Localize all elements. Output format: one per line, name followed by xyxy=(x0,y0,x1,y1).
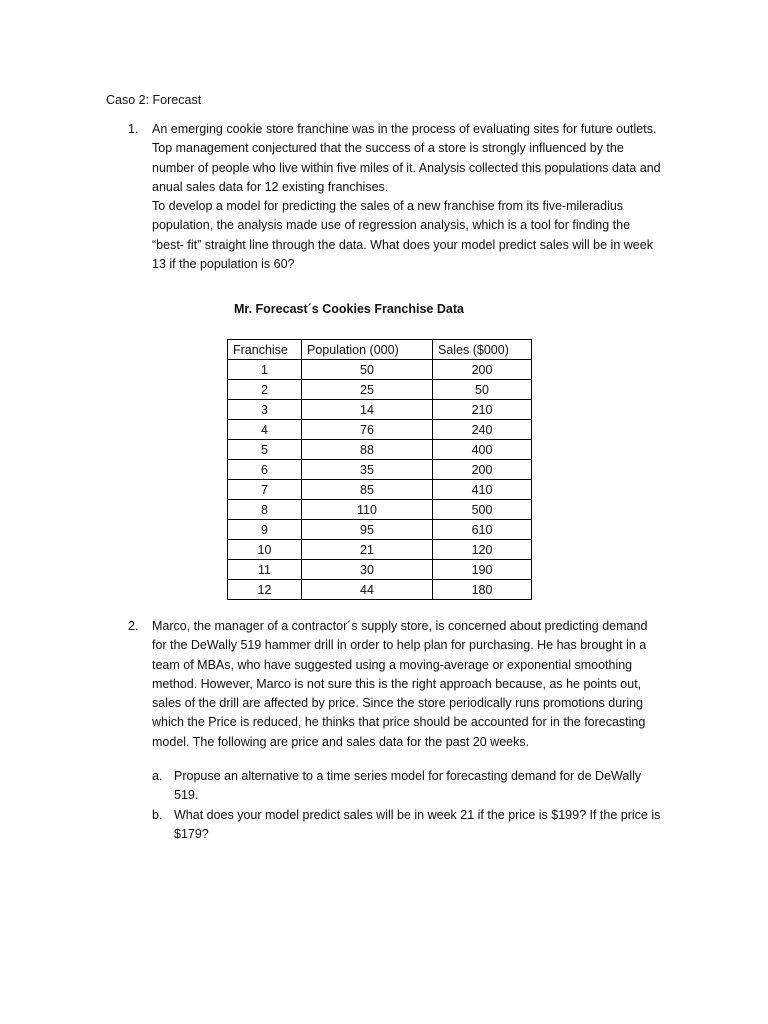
sub-question-a: Propuse an alternative to a time series model for forecasting demand for de DeWally 519. xyxy=(174,769,642,803)
question-1-paragraph-1: An emerging cookie store franchine was in the process of evaluating sites for future outlets. Top management conjectured that the success of a store is strongly influenced by the number of people who live within five miles of it. Analysis collected this populations data and anual sales data for 12 existing franchises. xyxy=(152,122,661,194)
cell-sales: 610 xyxy=(433,520,532,540)
cell-sales: 180 xyxy=(433,580,532,600)
cell-population: 35 xyxy=(302,460,433,480)
cell-population: 88 xyxy=(302,440,433,460)
table-row xyxy=(228,440,532,460)
sub-question-a-letter: a. xyxy=(152,769,163,783)
cell-franchise: 6 xyxy=(228,460,302,480)
cell-franchise: 7 xyxy=(228,480,302,500)
table-row xyxy=(228,540,532,560)
cell-sales: 120 xyxy=(433,540,532,560)
table-row xyxy=(228,420,532,440)
sub-question-b: What does your model predict sales will be in week 21 if the price is $199? If the price is $179? xyxy=(174,808,661,842)
cell-population: 85 xyxy=(302,480,433,500)
table-row xyxy=(228,360,532,380)
table-row xyxy=(228,480,532,500)
table-row xyxy=(228,460,532,480)
table-row xyxy=(228,400,532,420)
cell-sales: 200 xyxy=(433,460,532,480)
table-row xyxy=(228,500,532,520)
cell-sales: 400 xyxy=(433,440,532,460)
cell-franchise: 5 xyxy=(228,440,302,460)
table-row xyxy=(228,580,532,600)
cell-sales: 210 xyxy=(433,400,532,420)
header-population: Population (000) xyxy=(302,340,433,360)
case-title: Caso 2: Forecast xyxy=(106,93,202,107)
cell-population: 21 xyxy=(302,540,433,560)
franchise-data-table xyxy=(227,339,532,600)
cell-franchise: 12 xyxy=(228,580,302,600)
cell-population: 44 xyxy=(302,580,433,600)
table-header-row xyxy=(228,340,532,360)
cell-sales: 50 xyxy=(433,380,532,400)
cell-population: 76 xyxy=(302,420,433,440)
question-1 xyxy=(152,120,664,274)
cell-franchise: 3 xyxy=(228,400,302,420)
cell-population: 95 xyxy=(302,520,433,540)
cell-franchise: 1 xyxy=(228,360,302,380)
table-row xyxy=(228,560,532,580)
table-row xyxy=(228,520,532,540)
cell-population: 14 xyxy=(302,400,433,420)
table-title: Mr. Forecast´s Cookies Franchise Data xyxy=(234,302,464,316)
cell-sales: 500 xyxy=(433,500,532,520)
question-1-number: 1. xyxy=(128,122,139,136)
cell-franchise: 4 xyxy=(228,420,302,440)
cell-franchise: 11 xyxy=(228,560,302,580)
header-franchise: Franchise xyxy=(228,340,302,360)
cell-sales: 410 xyxy=(433,480,532,500)
question-2-number: 2. xyxy=(128,619,139,633)
cell-sales: 200 xyxy=(433,360,532,380)
cell-franchise: 9 xyxy=(228,520,302,540)
header-sales: Sales ($000) xyxy=(433,340,532,360)
question-2-text: Marco, the manager of a contractor´s supply store, is concerned about predicting demand for the DeWally 519 hammer drill in order to help plan for purchasing. He has brought in a team of MBAs, who have suggested using a moving-average or exponential smoothing method. However, Marco is not sure this is the right approach because, as he points out, sales of the drill are affected by price. Since the store periodically runs promotions during which the Price is reduced, he thinks that price should be accounted for in the forecasting model. The following are price and sales data for the past 20 weeks. xyxy=(152,619,648,749)
cell-sales: 190 xyxy=(433,560,532,580)
table-row xyxy=(228,380,532,400)
cell-franchise: 10 xyxy=(228,540,302,560)
cell-franchise: 2 xyxy=(228,380,302,400)
question-2 xyxy=(152,617,664,752)
cell-franchise: 8 xyxy=(228,500,302,520)
question-1-paragraph-2: To develop a model for predicting the sales of a new franchise from its five-mileradius population, the analysis made use of regression analysis, which is a tool for finding the “best- fit” straight line through the data. What does your model predict sales will be in week 13 if the population is 60? xyxy=(152,199,653,272)
cell-population: 25 xyxy=(302,380,433,400)
sub-question-b-letter: b. xyxy=(152,808,163,822)
cell-population: 110 xyxy=(302,500,433,520)
cell-population: 50 xyxy=(302,360,433,380)
cell-population: 30 xyxy=(302,560,433,580)
cell-sales: 240 xyxy=(433,420,532,440)
